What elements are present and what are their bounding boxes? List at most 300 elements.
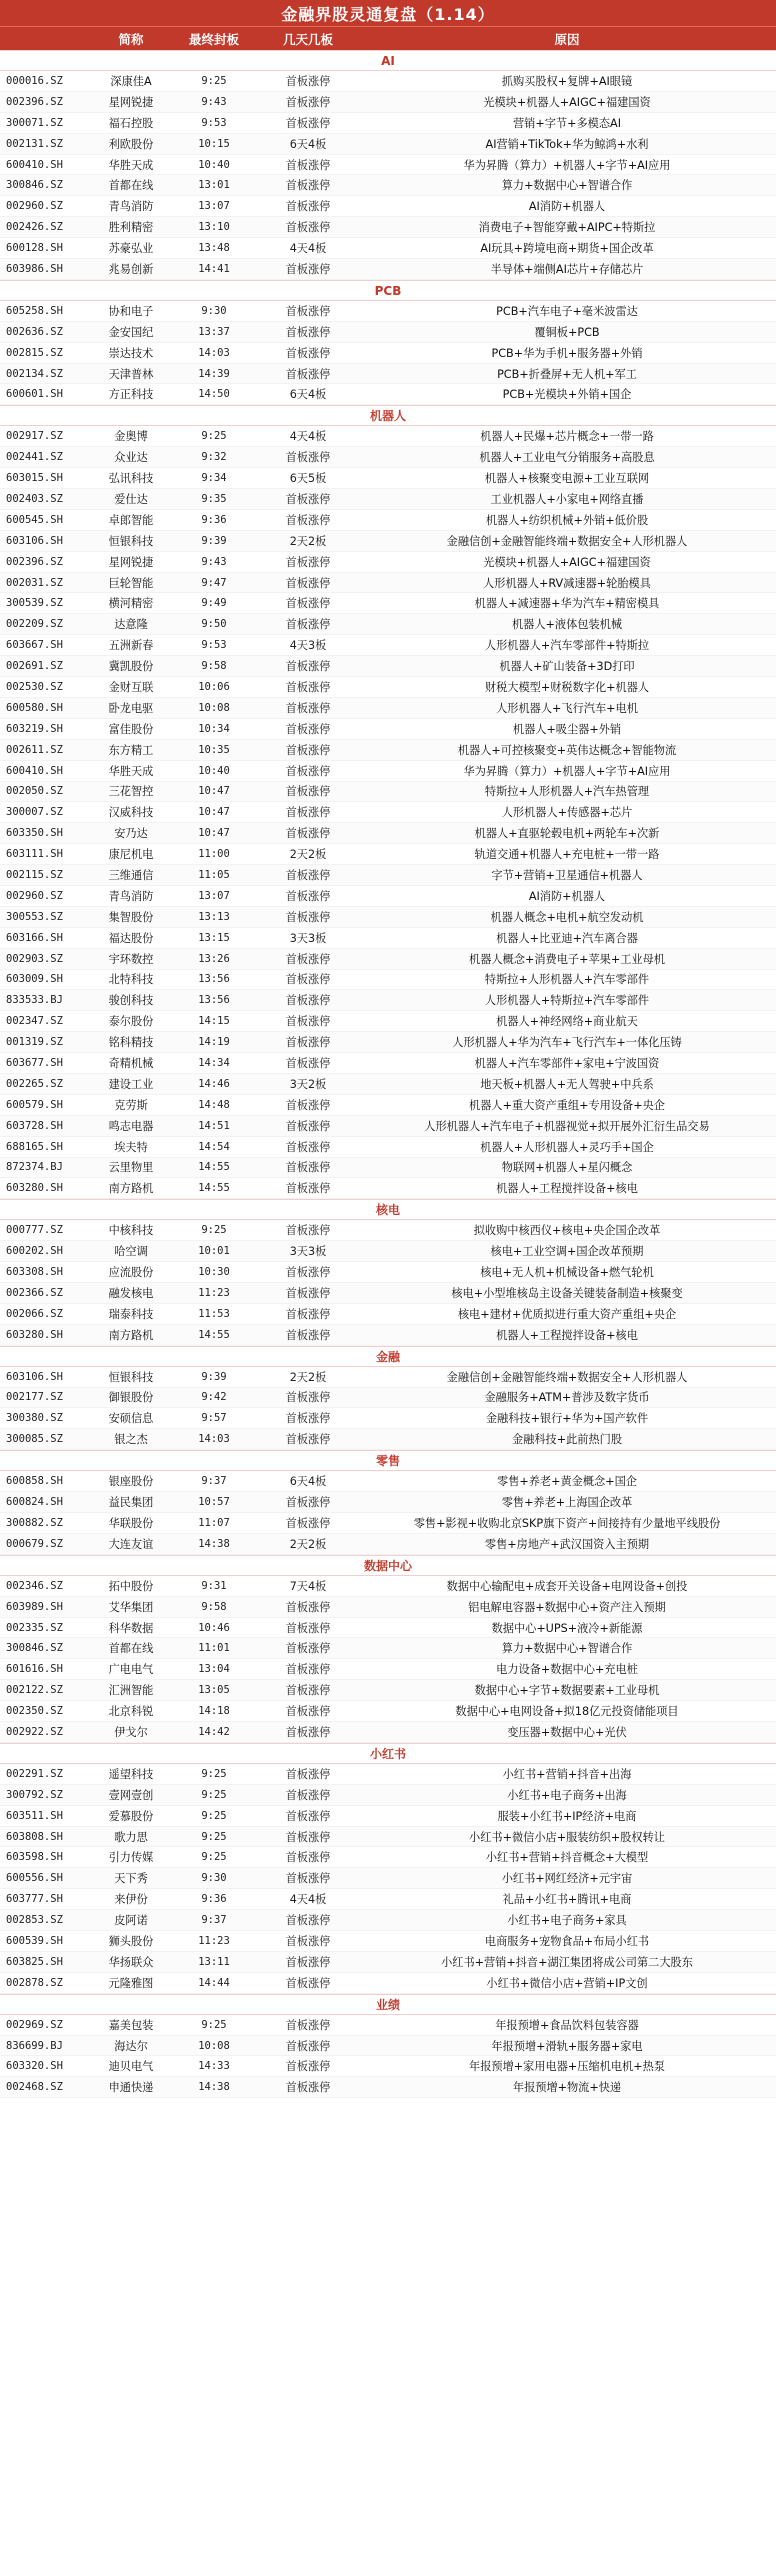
table-body xyxy=(0,50,776,2098)
reason: 算力+数据中心+智谱合作 xyxy=(501,1642,633,1656)
stock-code: 603825.SH xyxy=(6,1955,63,1968)
board-count: 首板涨停 xyxy=(285,116,331,130)
table-row xyxy=(0,2015,776,2036)
final-seal-time: 14:55 xyxy=(198,1328,230,1341)
stock-code: 603808.SH xyxy=(6,1830,63,1843)
stock-name: 巨轮智能 xyxy=(108,576,154,590)
board-count: 2天2板 xyxy=(289,534,327,548)
section-3 xyxy=(0,1199,776,1345)
board-count: 首板涨停 xyxy=(285,1119,331,1133)
table-row xyxy=(0,1283,776,1304)
stock-code: 002031.SZ xyxy=(6,576,63,589)
stock-name: 埃夫特 xyxy=(114,1140,148,1154)
stock-code: 002969.SZ xyxy=(6,2018,63,2031)
section-1 xyxy=(0,280,776,405)
stock-name: 天津普林 xyxy=(108,367,154,381)
table-row xyxy=(0,1764,776,1785)
section-5 xyxy=(0,1450,776,1555)
final-seal-time: 9:47 xyxy=(201,576,227,589)
stock-name: 三维通信 xyxy=(108,869,154,882)
table-row xyxy=(0,1952,776,1973)
stock-code: 002960.SZ xyxy=(6,889,63,902)
final-seal-time: 14:51 xyxy=(198,1119,230,1132)
stock-code: 300007.SZ xyxy=(6,806,63,819)
stock-code: 603777.SH xyxy=(6,1893,63,1906)
board-count: 首板涨停 xyxy=(285,1496,331,1510)
table-row xyxy=(0,740,776,761)
board-count: 首板涨停 xyxy=(285,1767,331,1781)
board-count: 首板涨停 xyxy=(285,1015,331,1029)
board-count: 3天2板 xyxy=(289,1077,327,1091)
stock-code: 002426.SZ xyxy=(6,221,63,234)
header-time: 最终封板 xyxy=(188,31,239,47)
stock-code: 002115.SZ xyxy=(6,869,63,881)
reason: 华为昇腾（算力）+机器人+字节+AI应用 xyxy=(463,158,671,172)
table-row xyxy=(0,823,776,844)
stock-name: 福达股份 xyxy=(108,931,154,945)
stock-name: 益民集团 xyxy=(108,1496,154,1510)
table-row xyxy=(0,238,776,259)
reason: PCB+折叠屏+无人机+军工 xyxy=(497,367,637,381)
table-row xyxy=(0,635,776,656)
stock-code: 002346.SZ xyxy=(6,1579,63,1592)
reason: 物联网+机器人+星闪概念 xyxy=(501,1161,633,1175)
stock-name: 金奥博 xyxy=(114,430,148,444)
board-count: 4天4板 xyxy=(289,430,327,444)
stock-code: 603989.SH xyxy=(6,1600,63,1613)
stock-code: 603308.SH xyxy=(6,1266,63,1279)
final-seal-time: 10:57 xyxy=(198,1496,230,1509)
final-seal-time: 9:34 xyxy=(201,472,227,485)
stock-code: 600410.SH xyxy=(6,764,63,777)
final-seal-time: 9:43 xyxy=(201,95,227,108)
final-seal-time: 9:25 xyxy=(201,1767,227,1780)
table-row xyxy=(0,155,776,176)
stock-name: 御银股份 xyxy=(108,1391,154,1405)
reason: 人形机器人+特斯拉+汽车零部件 xyxy=(484,994,650,1008)
board-count: 6天4板 xyxy=(289,388,327,402)
final-seal-time: 10:01 xyxy=(198,1245,230,1258)
reason: 地天板+机器人+无人驾驶+中兵系 xyxy=(480,1077,654,1091)
reason: 数据中心输配电+成套开关设备+电网设备+创投 xyxy=(446,1579,688,1593)
stock-name: 金安国纪 xyxy=(108,325,154,339)
final-seal-time: 11:01 xyxy=(198,1642,230,1655)
board-count: 3天3板 xyxy=(289,1245,327,1259)
stock-name: 泰尔股份 xyxy=(108,1015,154,1029)
reason: 机器人+液体包装机械 xyxy=(511,618,623,632)
table-row xyxy=(0,1158,776,1179)
stock-code: 300792.SZ xyxy=(6,1788,63,1801)
table-row xyxy=(0,1618,776,1639)
reason: AI营销+TikTok+华为鲸鸿+水利 xyxy=(485,137,649,151)
board-count: 首板涨停 xyxy=(285,660,331,674)
final-seal-time: 11:23 xyxy=(198,1934,230,1947)
stock-code: 603015.SH xyxy=(6,472,63,485)
section-4 xyxy=(0,1346,776,1451)
table-header xyxy=(0,26,776,50)
reason: 机器人+民爆+芯片概念+一带一路 xyxy=(480,430,654,444)
stock-name: 银座股份 xyxy=(108,1475,154,1489)
section-title: AI xyxy=(0,50,776,71)
stock-code: 601616.SH xyxy=(6,1663,63,1676)
reason: 机器人+可控核聚变+英伟达概念+智能物流 xyxy=(457,743,677,757)
board-count: 6天4板 xyxy=(289,1475,327,1489)
board-count: 首板涨停 xyxy=(285,2060,331,2074)
reason: 零售+房地产+武汉国资入主预期 xyxy=(484,1537,650,1551)
stock-name: 壹网壹创 xyxy=(108,1788,154,1802)
table-row xyxy=(0,698,776,719)
stock-code: 001319.SZ xyxy=(6,1036,63,1049)
stock-code: 300539.SZ xyxy=(6,597,63,610)
final-seal-time: 9:25 xyxy=(201,1224,227,1237)
stock-name: 来伊份 xyxy=(114,1893,148,1907)
reason: 小红书+电子商务+家具 xyxy=(507,1914,627,1928)
stock-code: 603280.SH xyxy=(6,1182,63,1195)
header-name: 简称 xyxy=(118,31,144,47)
stock-name: 汇洲智能 xyxy=(108,1684,154,1698)
board-count: 首板涨停 xyxy=(285,1286,331,1300)
final-seal-time: 9:25 xyxy=(201,1788,227,1801)
table-row xyxy=(0,1011,776,1032)
board-count: 首板涨停 xyxy=(285,179,331,193)
table-row xyxy=(0,844,776,865)
stock-code: 002530.SZ xyxy=(6,680,63,693)
final-seal-time: 14:55 xyxy=(198,1182,230,1195)
stock-code: 600580.SH xyxy=(6,701,63,714)
table-row xyxy=(0,322,776,343)
reason: 财税大模型+财税数字化+机器人 xyxy=(484,680,650,694)
stock-code: 603728.SH xyxy=(6,1119,63,1132)
table-row xyxy=(0,1262,776,1283)
reason: 数据中心+字节+数据要素+工业母机 xyxy=(474,1684,660,1698)
board-count: 首板涨停 xyxy=(285,597,331,611)
stock-name: 汉威科技 xyxy=(108,806,154,820)
stock-code: 002131.SZ xyxy=(6,137,63,150)
reason: 服装+小红书+IP经济+电商 xyxy=(497,1809,637,1823)
table-row xyxy=(0,175,776,196)
stock-code: 603986.SH xyxy=(6,262,63,275)
board-count: 2天2板 xyxy=(289,1370,327,1384)
board-count: 首板涨停 xyxy=(285,701,331,715)
reason: 营销+字节+多模态AI xyxy=(512,116,621,130)
section-0 xyxy=(0,50,776,280)
stock-name: 星网锐捷 xyxy=(108,555,154,569)
section-rows xyxy=(0,426,776,1199)
board-count: 2天2板 xyxy=(289,848,327,862)
stock-name: 安硕信息 xyxy=(108,1412,154,1426)
board-count: 首板涨停 xyxy=(285,1140,331,1154)
stock-name: 狮头股份 xyxy=(108,1934,154,1948)
table-row xyxy=(0,1701,776,1722)
stock-name: 海达尔 xyxy=(114,2039,148,2053)
table-row xyxy=(0,1931,776,1952)
section-title: 业绩 xyxy=(0,1994,776,2015)
stock-code: 002611.SZ xyxy=(6,743,63,756)
final-seal-time: 14:03 xyxy=(198,1433,230,1446)
table-row xyxy=(0,92,776,113)
board-count: 首板涨停 xyxy=(285,952,331,966)
table-row xyxy=(0,196,776,217)
board-count: 首板涨停 xyxy=(285,889,331,903)
stock-name: 兆易创新 xyxy=(108,262,154,276)
stock-code: 600824.SH xyxy=(6,1496,63,1509)
table-row xyxy=(0,1534,776,1555)
reason: 半导体+端侧AI芯片+存储芯片 xyxy=(490,262,644,276)
stock-name: 伊戈尔 xyxy=(114,1725,148,1739)
stock-code: 000777.SZ xyxy=(6,1224,63,1237)
reason: 消费电子+智能穿戴+AIPC+特斯拉 xyxy=(478,221,656,235)
board-count: 首板涨停 xyxy=(285,994,331,1008)
final-seal-time: 9:25 xyxy=(201,74,227,87)
board-count: 首板涨停 xyxy=(285,764,331,778)
final-seal-time: 13:01 xyxy=(198,179,230,192)
stock-name: 骏创科技 xyxy=(108,994,154,1008)
stock-code: 002853.SZ xyxy=(6,1914,63,1927)
stock-code: 002441.SZ xyxy=(6,451,63,464)
reason: 光模块+机器人+AIGC+福建国资 xyxy=(483,95,651,109)
table-row xyxy=(0,1304,776,1325)
reason: 核电+工业空调+国企改革预期 xyxy=(490,1245,644,1259)
stock-name: 华胜天成 xyxy=(108,764,154,778)
table-row xyxy=(0,865,776,886)
header-reason: 原因 xyxy=(554,31,580,47)
stock-code: 002960.SZ xyxy=(6,200,63,213)
table-row xyxy=(0,719,776,740)
table-row xyxy=(0,1492,776,1513)
board-count: 首板涨停 xyxy=(285,262,331,276)
board-count: 3天3板 xyxy=(289,931,327,945)
final-seal-time: 14:18 xyxy=(198,1705,230,1718)
table-row xyxy=(0,1095,776,1116)
board-count: 首板涨停 xyxy=(285,1391,331,1405)
final-seal-time: 13:05 xyxy=(198,1684,230,1697)
final-seal-time: 14:41 xyxy=(198,262,230,275)
stock-name: 南方路机 xyxy=(108,1182,154,1196)
stock-name: 深康佳A xyxy=(110,74,152,88)
board-count: 首板涨停 xyxy=(285,1433,331,1447)
final-seal-time: 9:39 xyxy=(201,1370,227,1383)
stock-name: 广电电气 xyxy=(108,1663,154,1677)
table-row xyxy=(0,1576,776,1597)
reason: 机器人+减速器+华为汽车+精密模具 xyxy=(474,597,660,611)
stock-code: 002366.SZ xyxy=(6,1286,63,1299)
final-seal-time: 13:37 xyxy=(198,325,230,338)
reason: 人形机器人+汽车零部件+特斯拉 xyxy=(484,639,650,653)
final-seal-time: 13:07 xyxy=(198,200,230,213)
table-row xyxy=(0,1868,776,1889)
stock-code: 300882.SZ xyxy=(6,1516,63,1529)
reason: 特斯拉+人形机器人+汽车零部件 xyxy=(484,973,650,987)
final-seal-time: 13:10 xyxy=(198,221,230,234)
stock-code: 603111.SH xyxy=(6,848,63,861)
stock-code: 600556.SH xyxy=(6,1872,63,1885)
stock-name: 引力传媒 xyxy=(108,1851,154,1865)
board-count: 首板涨停 xyxy=(285,95,331,109)
table-row xyxy=(0,593,776,614)
table-row xyxy=(0,928,776,949)
board-count: 首板涨停 xyxy=(285,2018,331,2032)
final-seal-time: 13:11 xyxy=(198,1955,230,1968)
stock-name: 弘讯科技 xyxy=(108,472,154,486)
table-row xyxy=(0,343,776,364)
stock-code: 002350.SZ xyxy=(6,1705,63,1718)
table-row xyxy=(0,1513,776,1534)
final-seal-time: 14:03 xyxy=(198,346,230,359)
board-count: 首板涨停 xyxy=(285,618,331,632)
reason: 机器人+人形机器人+灵巧手+国企 xyxy=(480,1140,654,1154)
section-title: 机器人 xyxy=(0,405,776,426)
stock-code: 603280.SH xyxy=(6,1328,63,1341)
board-count: 首板涨停 xyxy=(285,1266,331,1280)
reason: 轨道交通+机器人+充电桩+一带一路 xyxy=(474,848,660,862)
final-seal-time: 14:33 xyxy=(198,2060,230,2073)
stock-code: 600545.SH xyxy=(6,513,63,526)
table-row xyxy=(0,1429,776,1450)
stock-name: 嘉美包装 xyxy=(108,2018,154,2032)
reason: 零售+影视+收购北京SKP旗下资产+间接持有少量地平线股份 xyxy=(413,1516,721,1530)
stock-name: 鸣志电器 xyxy=(108,1119,154,1133)
section-2 xyxy=(0,405,776,1199)
final-seal-time: 9:36 xyxy=(201,1893,227,1906)
stock-code: 600128.SH xyxy=(6,242,63,255)
board-count: 首板涨停 xyxy=(285,513,331,527)
board-count: 6天5板 xyxy=(289,472,327,486)
board-count: 首板涨停 xyxy=(285,1934,331,1948)
table-row xyxy=(0,489,776,510)
board-count: 4天4板 xyxy=(289,242,327,256)
stock-code: 002177.SZ xyxy=(6,1391,63,1404)
final-seal-time: 10:46 xyxy=(198,1621,230,1634)
board-count: 首板涨停 xyxy=(285,806,331,820)
stock-name: 银之杰 xyxy=(114,1433,148,1447)
final-seal-time: 10:30 xyxy=(198,1266,230,1279)
reason: 年报预增+物流+快递 xyxy=(512,2081,622,2095)
stock-code: 002291.SZ xyxy=(6,1767,63,1780)
final-seal-time: 10:40 xyxy=(198,764,230,777)
board-count: 首板涨停 xyxy=(285,869,331,882)
stock-name: 首都在线 xyxy=(108,179,154,193)
final-seal-time: 13:56 xyxy=(198,973,230,986)
reason: 小红书+微信小店+营销+IP文创 xyxy=(486,1976,648,1990)
stock-code: 603320.SH xyxy=(6,2060,63,2073)
stock-code: 002335.SZ xyxy=(6,1621,63,1634)
reason: AI玩具+跨境电商+期货+国企改革 xyxy=(480,242,654,256)
table-row xyxy=(0,384,776,405)
board-count: 4天3板 xyxy=(289,639,327,653)
final-seal-time: 9:36 xyxy=(201,513,227,526)
stock-code: 603511.SH xyxy=(6,1809,63,1822)
reason: 机器人+核聚变电源+工业互联网 xyxy=(484,472,650,486)
section-title: 数据中心 xyxy=(0,1555,776,1576)
reason: 机器人+直驱轮毂电机+两轮车+次新 xyxy=(474,827,660,841)
stock-code: 603106.SH xyxy=(6,1370,63,1383)
final-seal-time: 13:13 xyxy=(198,910,230,923)
stock-code: 600539.SH xyxy=(6,1934,63,1947)
board-count: 首板涨停 xyxy=(285,1412,331,1426)
stock-code: 300085.SZ xyxy=(6,1433,63,1446)
reason: 变压器+数据中心+光伏 xyxy=(507,1725,627,1739)
final-seal-time: 9:25 xyxy=(201,430,227,443)
stock-code: 603350.SH xyxy=(6,827,63,840)
table-row xyxy=(0,1137,776,1158)
board-count: 首板涨停 xyxy=(285,910,331,924)
section-title: PCB xyxy=(0,280,776,301)
final-seal-time: 10:34 xyxy=(198,722,230,735)
stock-name: 方正科技 xyxy=(108,388,154,402)
section-title: 金融 xyxy=(0,1346,776,1367)
reason: 核电+小型堆核岛主设备关键装备制造+核聚变 xyxy=(451,1286,683,1300)
board-count: 首板涨停 xyxy=(285,1684,331,1698)
table-row xyxy=(0,426,776,447)
table-row xyxy=(0,1178,776,1199)
stock-code: 603166.SH xyxy=(6,931,63,944)
stock-name: 安乃达 xyxy=(114,827,148,841)
board-count: 首板涨停 xyxy=(285,1182,331,1196)
table-row xyxy=(0,2036,776,2057)
final-seal-time: 11:53 xyxy=(198,1307,230,1320)
stock-name: 众业达 xyxy=(114,451,148,465)
stock-name: 宇环数控 xyxy=(108,952,154,966)
table-row xyxy=(0,1680,776,1701)
stock-name: 云里物里 xyxy=(108,1161,154,1175)
table-row xyxy=(0,1806,776,1827)
table-row xyxy=(0,301,776,322)
stock-name: 青鸟消防 xyxy=(108,889,154,903)
board-count: 首板涨停 xyxy=(285,1328,331,1342)
final-seal-time: 13:07 xyxy=(198,889,230,902)
reason: 礼品+小红书+腾讯+电商 xyxy=(502,1893,632,1907)
board-count: 2天2板 xyxy=(289,1537,327,1551)
stock-code: 300846.SZ xyxy=(6,1642,63,1655)
board-count: 首板涨停 xyxy=(285,576,331,590)
table-row xyxy=(0,949,776,970)
stock-code: 002403.SZ xyxy=(6,492,63,505)
stock-name: 元隆雅图 xyxy=(108,1976,154,1990)
reason: 金融科技+银行+华为+国产软件 xyxy=(485,1412,649,1426)
reason: 小红书+电子商务+出海 xyxy=(507,1788,627,1802)
reason: 机器人+比亚迪+汽车离合器 xyxy=(496,931,638,945)
final-seal-time: 13:15 xyxy=(198,931,230,944)
table-row xyxy=(0,802,776,823)
stock-name: 冀凯股份 xyxy=(108,660,154,674)
stock-name: 达意隆 xyxy=(114,618,148,632)
board-count: 首板涨停 xyxy=(285,1788,331,1802)
reason: 抓购买股权+复牌+AI眼镜 xyxy=(501,74,633,88)
board-count: 首板涨停 xyxy=(285,2039,331,2053)
final-seal-time: 14:50 xyxy=(198,388,230,401)
stock-code: 603667.SH xyxy=(6,639,63,652)
table-row xyxy=(0,1889,776,1910)
reason: 电商服务+宠物食品+布局小红书 xyxy=(484,1934,650,1948)
reason: 机器人+神经网络+商业航天 xyxy=(496,1015,638,1029)
table-row xyxy=(0,1471,776,1492)
table-row xyxy=(0,782,776,803)
stock-code: 002917.SZ xyxy=(6,430,63,443)
reason: 零售+养老+黄金概念+国企 xyxy=(497,1475,637,1489)
stock-name: 苏豪弘业 xyxy=(108,242,154,256)
table-row xyxy=(0,113,776,134)
reason: 金融信创+金融智能终端+数据安全+人形机器人 xyxy=(446,1370,688,1384)
stock-name: 利欧股份 xyxy=(108,137,154,151)
stock-code: 002922.SZ xyxy=(6,1725,63,1738)
table-row xyxy=(0,1638,776,1659)
section-rows xyxy=(0,2015,776,2099)
final-seal-time: 9:25 xyxy=(201,1809,227,1822)
final-seal-time: 9:25 xyxy=(201,1851,227,1864)
reason: 机器人+矿山装备+3D打印 xyxy=(499,660,635,674)
stock-name: 华胜天成 xyxy=(108,158,154,172)
stock-code: 000679.SZ xyxy=(6,1537,63,1550)
